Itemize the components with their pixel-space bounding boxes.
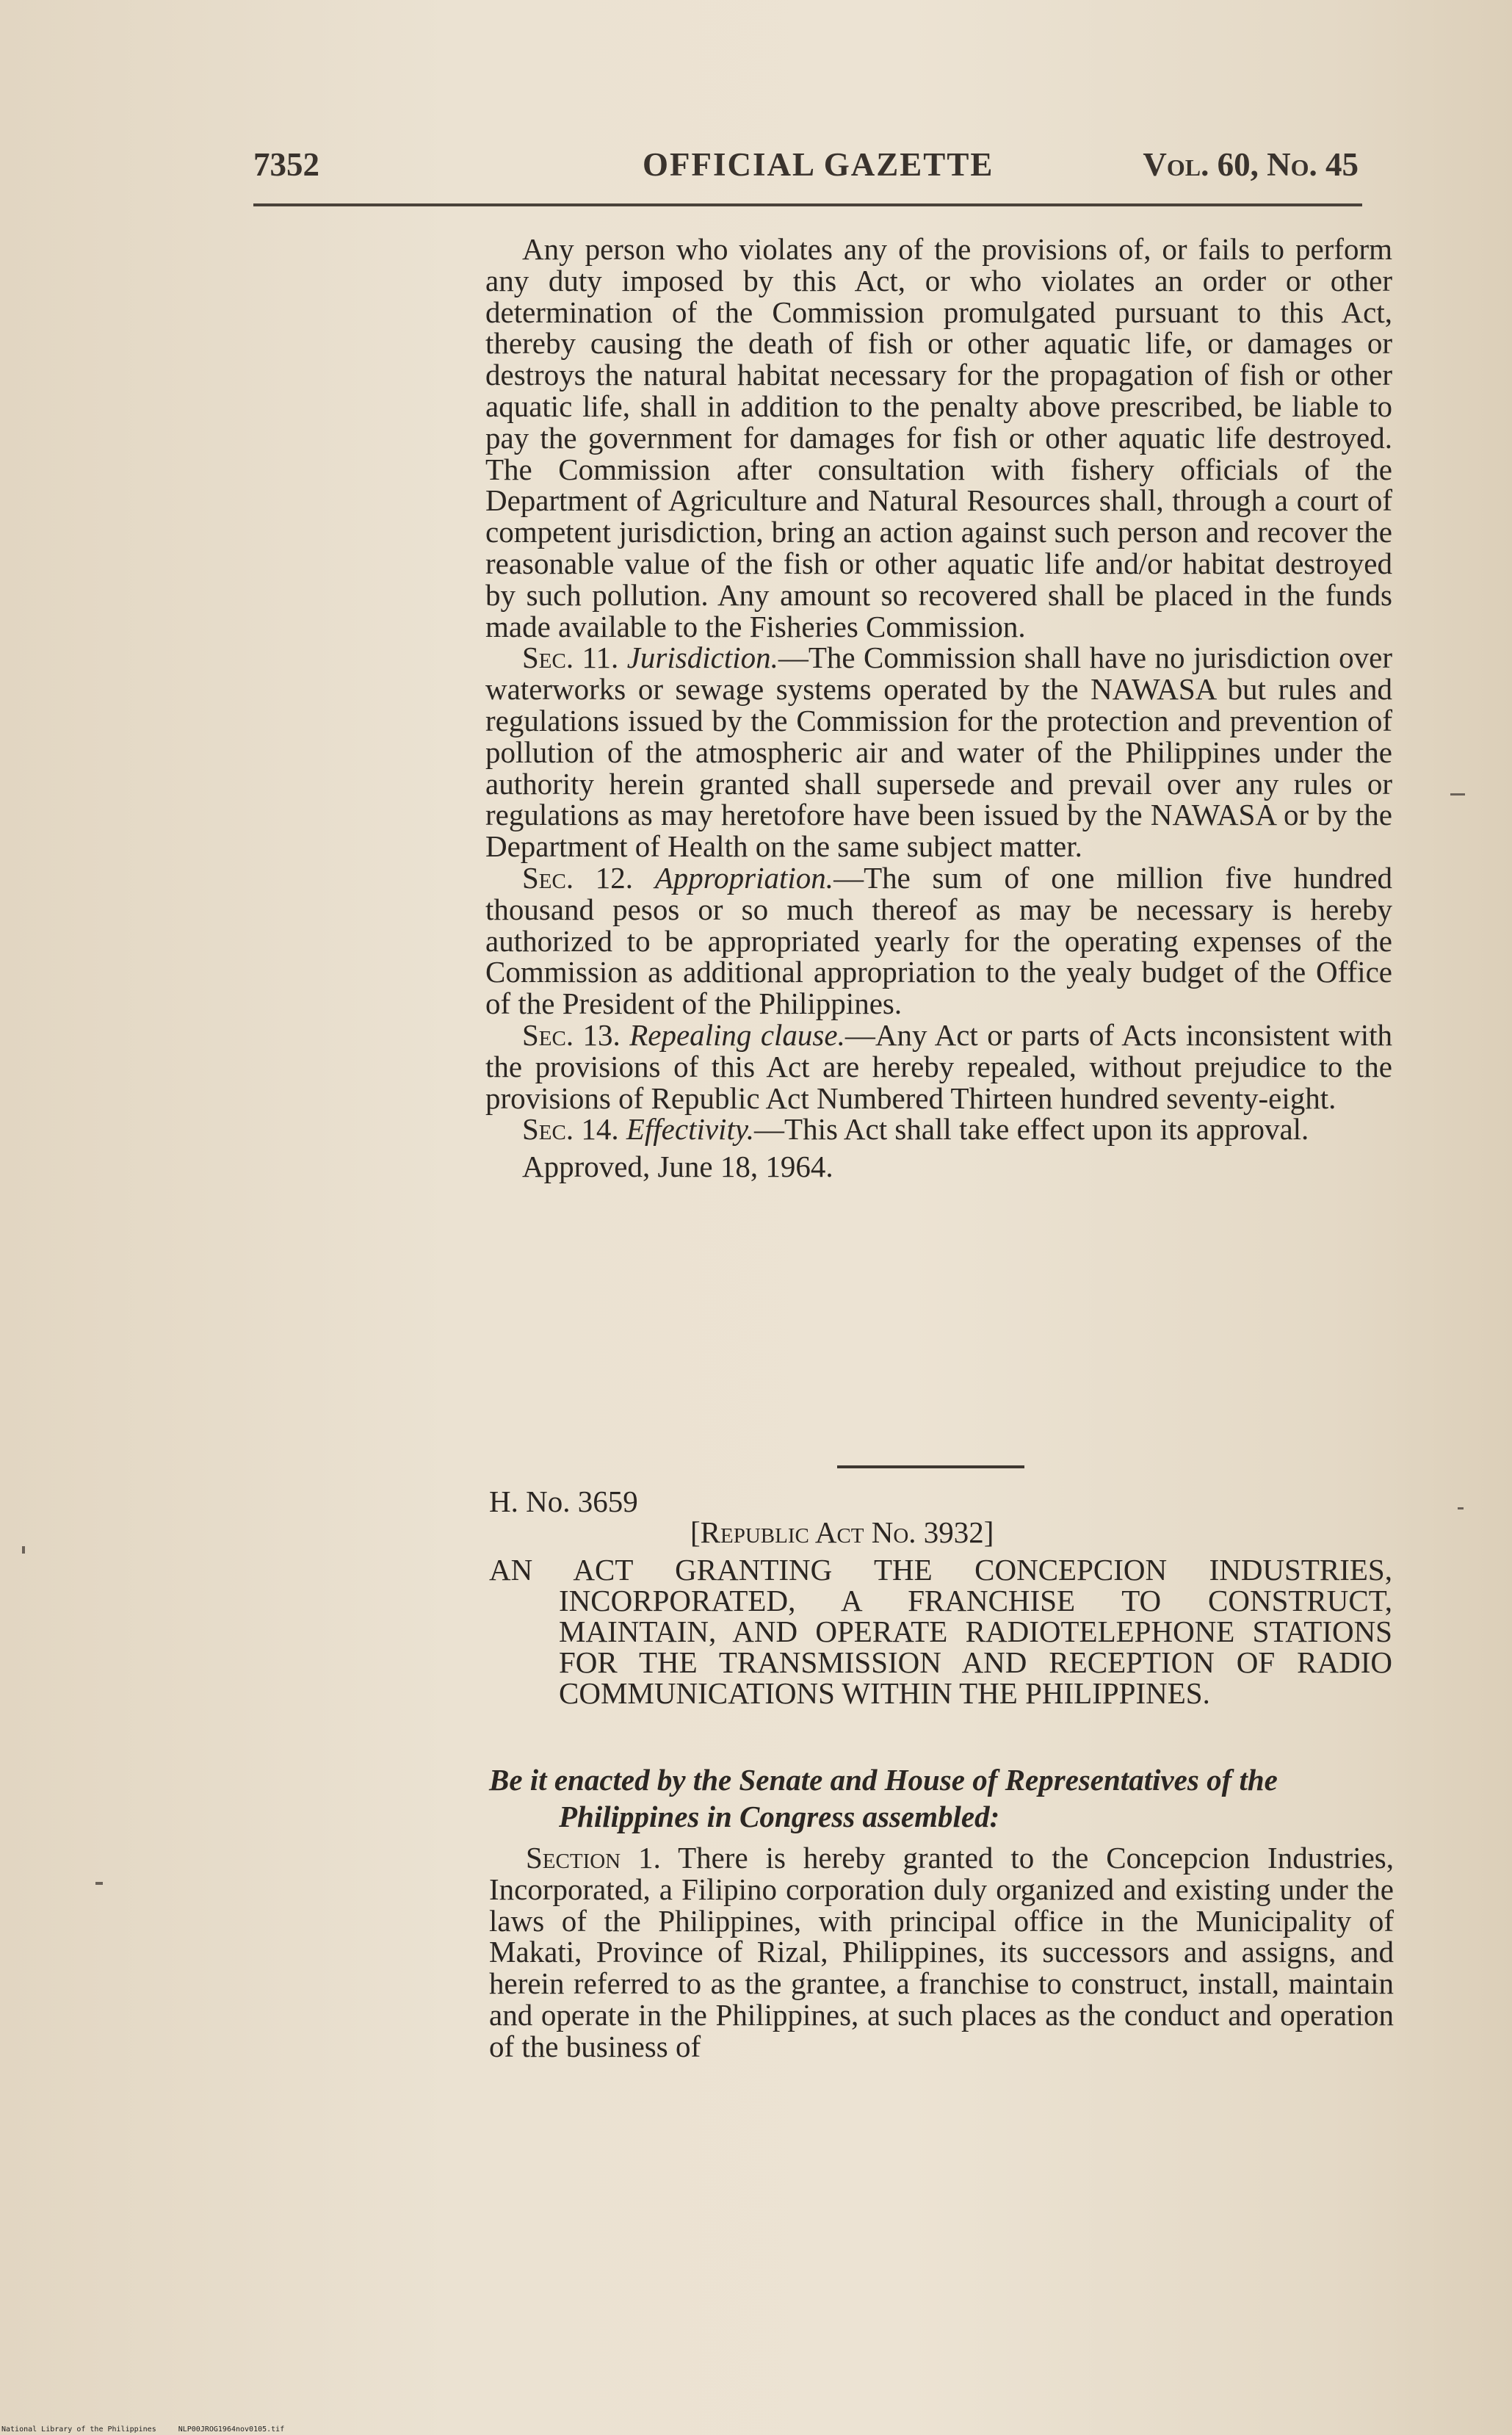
- section-11-title: Jurisdiction.: [626, 641, 778, 675]
- section-11-label: Sec. 11.: [522, 641, 619, 675]
- section-14-label: Sec. 14.: [522, 1112, 619, 1147]
- section-12-title: Appropriation.: [654, 860, 834, 895]
- section-12-text: —The sum of one million five hundred thousand pesos or so much thereof as may be necessary is hereby authorized to be appropriated yearly for the operating expenses of the Commission as additional appropriation to the yealy budget of the Office of the President of the Philippines.: [485, 860, 1393, 1021]
- scan-speck: [95, 1882, 103, 1885]
- section-13-text: —Any Act or parts of Acts inconsistent with the provisions of this Act are hereby repealed, without prejudice to the provisions of Republic Act Numbered Thirteen hundred seventy-eight.: [485, 1017, 1392, 1115]
- section-13-title: Repealing clause.: [629, 1017, 845, 1052]
- scan-speck: [22, 1546, 25, 1554]
- volume-number: Vol. 60, No. 45: [1143, 146, 1359, 183]
- section-14-title: Effectivity.: [626, 1112, 755, 1147]
- enacting-clause: Be it enacted by the Senate and House of Representatives of the Philippines in Congress assembled:: [489, 1763, 1278, 1833]
- page-header: [253, 145, 1359, 190]
- publication-title: OFFICIAL GAZETTE: [643, 146, 994, 183]
- section-13: [485, 1017, 1392, 1115]
- approval-date: Approved, June 18, 1964.: [522, 1150, 833, 1184]
- section-12-label: Sec. 12.: [522, 860, 634, 895]
- scan-speck: [1450, 793, 1465, 796]
- act-title: AN ACT GRANTING THE CONCEPCION INDUSTRIES, INCORPORATED, A FRANCHISE TO CONSTRUCT, MAINTAIN, AND OPERATE RADIOTELEPHONE STATIONS FOR THE TRANSMISSION AND RECEPTION OF RADIO COMMUNICATIONS WITHIN THE PHILIPPINES.: [489, 1553, 1392, 1710]
- scan-filename: NLP00JROG1964nov0105.tif: [178, 2425, 285, 2434]
- page-number: 7352: [253, 146, 319, 183]
- section-11-text: —The Commission shall have no jurisdiction over waterworks or sewage systems operated by the NAWASA but rules and regulations issued by the Commission for the protection and prevention of pollution of the atmospheric air and water of the Philippines under the authority herein granted shall supersede and prevail over any rules or regulations as may heretofore have been issued by the NAWASA or by the Department of Health on the same subject matter.: [485, 641, 1393, 864]
- section-11: [485, 642, 1392, 862]
- act-body-column: [485, 234, 1392, 1183]
- section-12: [485, 862, 1392, 1020]
- penalty-paragraph: Any person who violates any of the provisions of, or fails to perform any duty imposed by this Act, or who violates an order or other determination of the Commission promulgated pursuant to this Act, thereby causing the death of fish or other aquatic life, or damages or destroys the natural habitat necessary for the propagation of fish or other aquatic life, shall in addition to the penalty above prescribed, be liable to pay the government for damages for fish or other aquatic life destroyed. The Commission after consultation with fishery officials of the Department of Agriculture and Natural Resources shall, through a court of competent jurisdiction, bring an action against such person and recover the reasonable value of the fish or other aquatic life and/or habitat destroyed by such pollution. Any amount so recovered shall be placed in the funds made available to the Fisheries Commission.: [485, 232, 1392, 643]
- section-13-label: Sec. 13.: [522, 1017, 621, 1052]
- house-bill-number: H. No. 3659: [489, 1485, 638, 1518]
- section-14-text: —This Act shall take effect upon its approval.: [754, 1112, 1309, 1147]
- scan-speck: [1458, 1507, 1464, 1509]
- act-separator-rule: [837, 1465, 1024, 1468]
- section-14: [485, 1114, 1392, 1145]
- section-1-text: There is hereby granted to the Concepcion Industries, Incorporated, a Filipino corporation duly organized and existing under the laws of the Philippines, with principal office in the Municipality of Makati, Province of Rizal, Philippines, its successors and assigns, and herein referred to as the grantee, a franchise to construct, install, maintain and operate in the Philippines, at such places as the conduct and operation of the business of: [489, 1841, 1394, 2063]
- republic-act-number: [Republic Act No. 3932]: [690, 1515, 994, 1549]
- library-credit: National Library of the Philippines: [1, 2425, 156, 2434]
- section-1-label: Section 1.: [526, 1841, 661, 1875]
- scan-footer: [1, 2425, 284, 2434]
- section-1: [489, 1842, 1394, 2063]
- header-divider: [253, 203, 1362, 206]
